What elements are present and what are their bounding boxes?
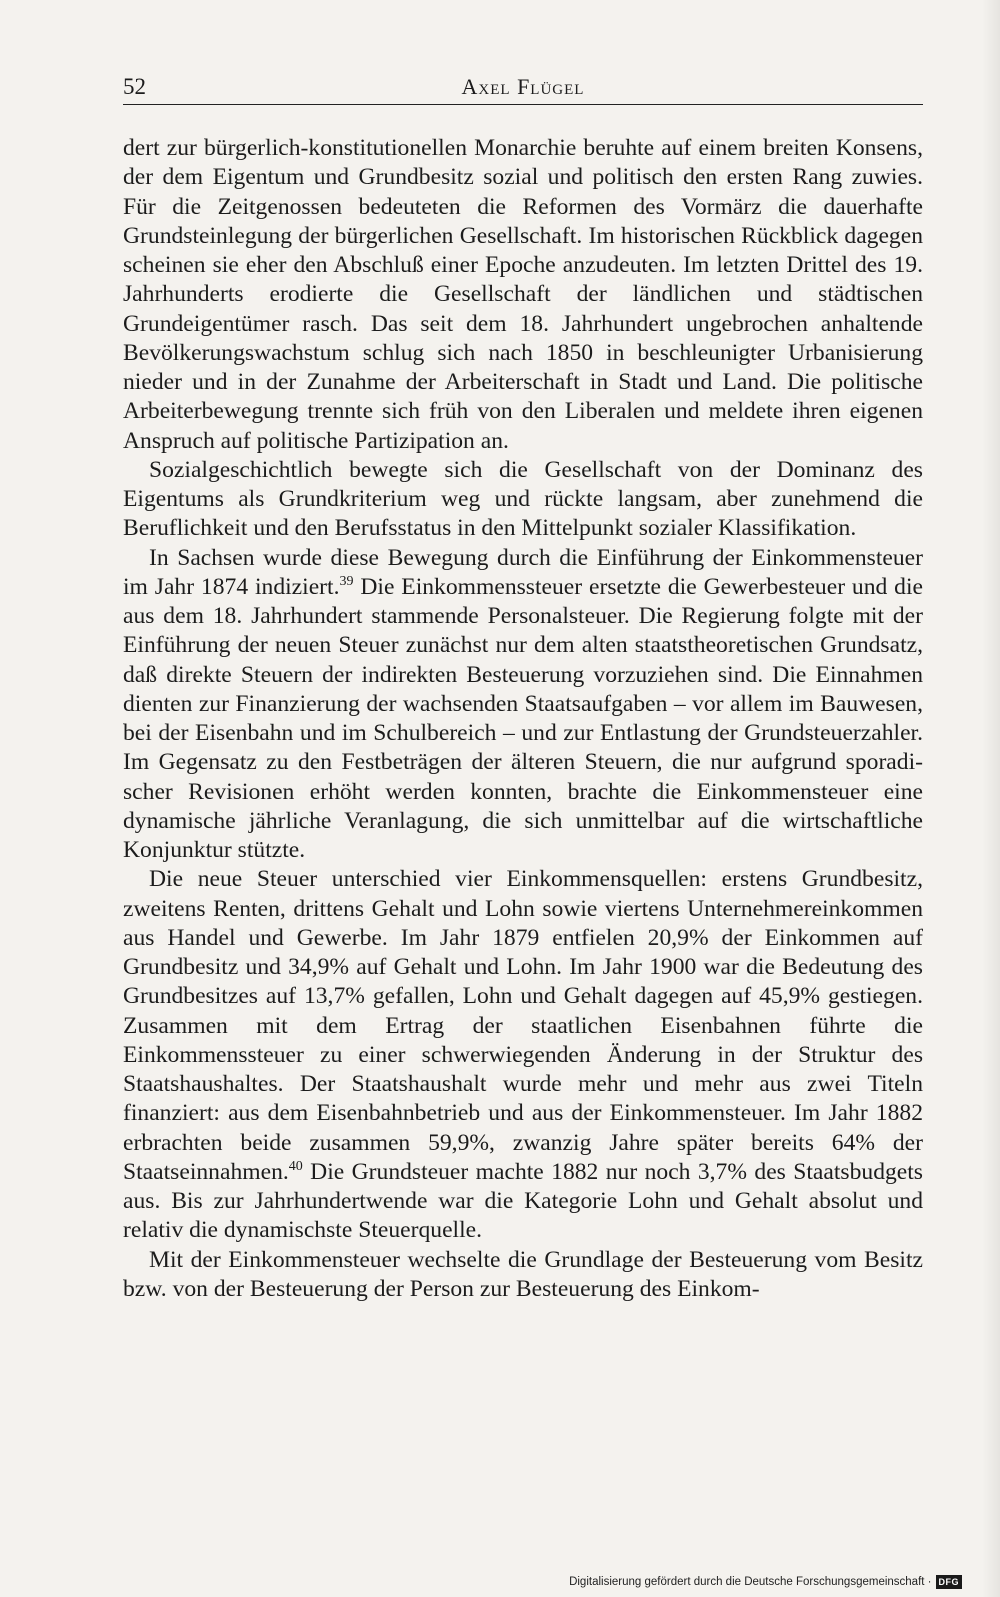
paragraph-text: dert zur bürgerlich-konstitutionellen Monarchie beruhte auf einem breiten Konsens, der dem Eigentum und Grundbesitz sozial und politisch den ersten Rang zuwies. Für die Zeitgenossen bedeuteten die Reformen des Vormärz die dauerhafte Grundsteinlegung der bürgerlichen Gesellschaft. Im historischen Rückblick dagegen scheinen sie eher den Abschluß einer Epoche anzudeuten. Im letzten Drittel des 19. Jahrhunderts erodierte die Gesellschaft der ländlichen und städtischen Grundeigentümer rasch. Das seit dem 18. Jahrhundert ungebrochen anhaltende Bevölkerungswachstum schlug sich nach 1850 in beschleunigter Urbanisierung nieder und in der Zunahme der Arbeiterschaft in Stadt und Land. Die politische Arbeiterbewegung trennte sich früh von den Liberalen und meldete ihren eigenen Anspruch auf politische Partizipation an. (123, 135, 923, 454)
header-rule (123, 104, 923, 105)
footnote-reference: 39 (339, 573, 354, 589)
paragraph-text: Sozialgeschichtlich bewegte sich die Gesellschaft von der Dominanz des Eigentums als Grundkriterium weg und rückte langsam, aber zunehmend die Beruflichkeit und den Berufsstatus in den Mittelpunkt sozialer Klassifikation. (123, 456, 923, 542)
paragraph-text: Mit der Einkommensteuer wechselte die Grundlage der Besteuerung vom Besitz bzw. von der Besteuerung der Person zur Besteuerung des Einkom- (123, 1246, 923, 1302)
paragraph (123, 134, 923, 456)
page-edge-shadow (982, 0, 1000, 1597)
paragraph (123, 544, 923, 866)
page-number: 52 (123, 74, 146, 99)
paragraph-text: Die neue Steuer unterschied vier Einkommensquellen: erstens Grundbesitz, zweitens Renten, drittens Gehalt und Lohn sowie viertens Unternehmereinkommen aus Handel und Gewerbe. Im Jahr 1879 entfielen 20,9% der Einkommen auf Grundbesitz und 34,9% auf Gehalt und Lohn. Im Jahr 1900 war die Bedeutung des Grundbesitzes auf 13,7% gefallen, Lohn und Gehalt dagegen auf 45,9% gestiegen. Zusammen mit dem Ertrag der staatlichen Eisenbahnen führte die Einkommenssteuer zu einer schwerwiegenden Änderung in der Struktur des Staatshaushaltes. Der Staatshaushalt wurde mehr und mehr aus zwei Titeln finanziert: aus dem Eisenbahnbetrieb und aus der Einkommensteuer. Im Jahr 1882 erbrachten beide zusammen 59,9%, zwanzig Jahre später bereits 64% der Staatseinnahmen. (123, 866, 923, 1185)
body-text (123, 134, 923, 1304)
paragraph-text: In Sachsen wurde diese Bewegung durch die Einführung der Einkommensteuer im Jahr 1874 indiziert. (123, 544, 923, 600)
credit-text: Digitalisierung gefördert durch die Deutsche Forschungsgemeinschaft · (569, 1576, 932, 1588)
footnote-reference: 40 (288, 1158, 303, 1174)
paragraph (123, 456, 923, 544)
paragraph (123, 1246, 923, 1305)
running-head-author: Axel Flügel (461, 74, 585, 99)
paragraph-text: Die Einkommenssteuer ersetzte die Gewerbesteuer und die aus dem 18. Jahrhundert stammende Personalsteuer. Die Regierung folgte mit der Einführung der neuen Steuer zunächst nur dem alten staatstheoretischen Grundsatz, daß direkte Steuern der indirekten Besteuerung vorzuziehen sind. Die Einnahmen dienten zur Finanzierung der wachsenden Staatsaufgaben – vor allem im Bauwesen, bei der Eisenbahn und im Schulbereich – und zur Entlastung der Grundsteuerzahler. Im Gegensatz zu den Festbeträgen der älteren Steuern, die nur aufgrund sporadischer Revisionen erhöht werden konnten, brachte die Einkommensteuer eine dynamische jährliche Veranlagung, die sich unmittelbar auf die wirtschaftliche Konjunktur stützte. (123, 573, 923, 863)
paragraph-text: Die Grundsteuer machte 1882 nur noch 3,7% des Staatsbudgets aus. Bis zur Jahrhundertwende war die Kategorie Lohn und Gehalt absolut und relativ die dynamischste Steuerquelle. (123, 1158, 923, 1244)
digitization-credit (569, 1575, 962, 1589)
paragraph (123, 865, 923, 1245)
dfg-logo: DFG (936, 1575, 963, 1589)
page-header (123, 72, 923, 104)
